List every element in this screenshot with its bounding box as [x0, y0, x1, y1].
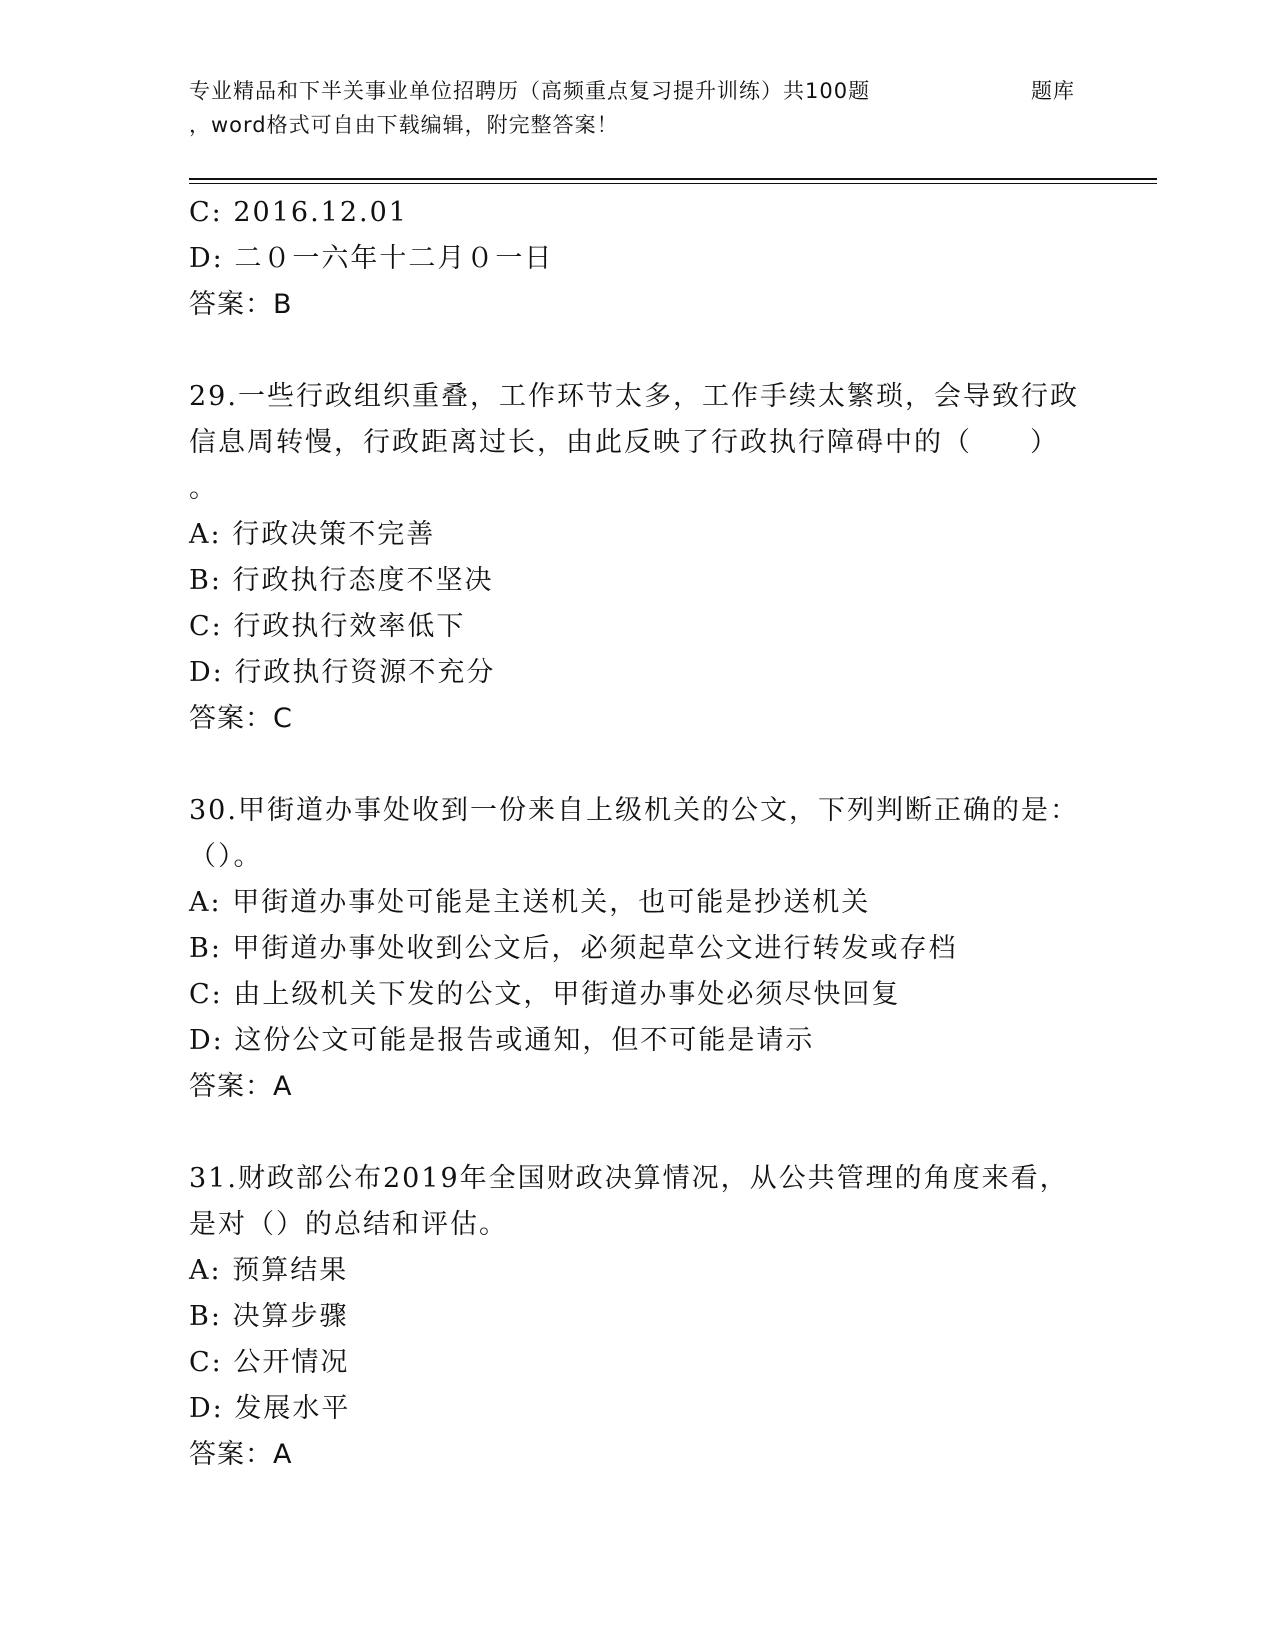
option-line	[189, 1248, 1089, 1294]
answer-line: 答案：B	[189, 289, 293, 320]
option-label: B:	[189, 933, 222, 964]
option-text: 行政执行效率低下	[233, 611, 466, 642]
option-line	[189, 650, 1089, 696]
option-text: 发展水平	[234, 1393, 351, 1424]
option-text: 甲街道办事处可能是主送机关，也可能是抄送机关	[232, 887, 871, 918]
option-text: 2016.12.01	[233, 197, 408, 228]
option-label: D:	[189, 1393, 224, 1424]
question-block	[189, 374, 1089, 742]
question-block	[189, 788, 1089, 1110]
question-stem: （）。	[189, 841, 263, 872]
question-stem: 信息周转慢，行政距离过长，由此反映了行政执行障碍中的（ ）	[189, 427, 1059, 458]
option-line	[189, 926, 1089, 972]
answer-line: 答案：A	[189, 1071, 293, 1102]
option-text: 行政执行态度不坚决	[232, 565, 494, 596]
option-label: A:	[189, 1255, 222, 1286]
option-text: 行政执行资源不充分	[234, 657, 496, 688]
option-text: 行政决策不完善	[232, 519, 436, 550]
option-label: A:	[189, 887, 222, 918]
option-line	[189, 512, 1089, 558]
spacer	[189, 1110, 1089, 1156]
question-stem: 29.一些行政组织重叠，工作环节太多，工作手续太繁琐，会导致行政	[189, 381, 1079, 412]
option-line	[189, 190, 1089, 236]
option-label: C:	[189, 1347, 223, 1378]
option-line	[189, 236, 1089, 282]
option-label: B:	[189, 1301, 222, 1332]
header-divider-thick	[189, 178, 1157, 180]
document-title: 专业精品和下半关事业单位招聘历（高频重点复习提升训练）共100题	[189, 79, 871, 103]
document-subtitle: ，word格式可自由下载编辑，附完整答案！	[189, 113, 619, 137]
spacer	[189, 742, 1089, 788]
spacer	[189, 328, 1089, 374]
question-block	[189, 1156, 1089, 1478]
option-label: C:	[189, 979, 223, 1010]
option-label: A:	[189, 519, 222, 550]
option-label: D:	[189, 243, 224, 274]
document-body	[189, 190, 1089, 1478]
option-label: D:	[189, 1025, 224, 1056]
option-line	[189, 1294, 1089, 1340]
question-stem: 。	[189, 473, 218, 504]
question-stem: 30.甲街道办事处收到一份来自上级机关的公文，下列判断正确的是：	[189, 795, 1079, 826]
header-divider-thin	[189, 183, 1157, 184]
option-line	[189, 1018, 1089, 1064]
answer-line: 答案：C	[189, 703, 293, 734]
option-label: C:	[189, 611, 223, 642]
option-text: 二０一六年十二月０一日	[234, 243, 554, 274]
option-label: C:	[189, 197, 223, 228]
option-label: D:	[189, 657, 224, 688]
option-line	[189, 604, 1089, 650]
option-line	[189, 972, 1089, 1018]
answer-line: 答案：A	[189, 1439, 293, 1470]
question-stem: 是对（）的总结和评估。	[189, 1209, 508, 1240]
option-line	[189, 880, 1089, 926]
option-text: 决算步骤	[232, 1301, 349, 1332]
option-line	[189, 1340, 1089, 1386]
option-text: 甲街道办事处收到公文后，必须起草公文进行转发或存档	[232, 933, 958, 964]
prev-question-block	[189, 190, 1089, 328]
question-stem: 31.财政部公布2019年全国财政决算情况，从公共管理的角度来看，	[189, 1163, 1069, 1194]
option-line	[189, 1386, 1089, 1432]
document-tag: 题库	[1031, 79, 1075, 103]
option-text: 这份公文可能是报告或通知，但不可能是请示	[234, 1025, 815, 1056]
option-line	[189, 558, 1089, 604]
option-text: 公开情况	[233, 1347, 350, 1378]
option-label: B:	[189, 565, 222, 596]
option-text: 由上级机关下发的公文，甲街道办事处必须尽快回复	[233, 979, 901, 1010]
option-text: 预算结果	[232, 1255, 349, 1286]
